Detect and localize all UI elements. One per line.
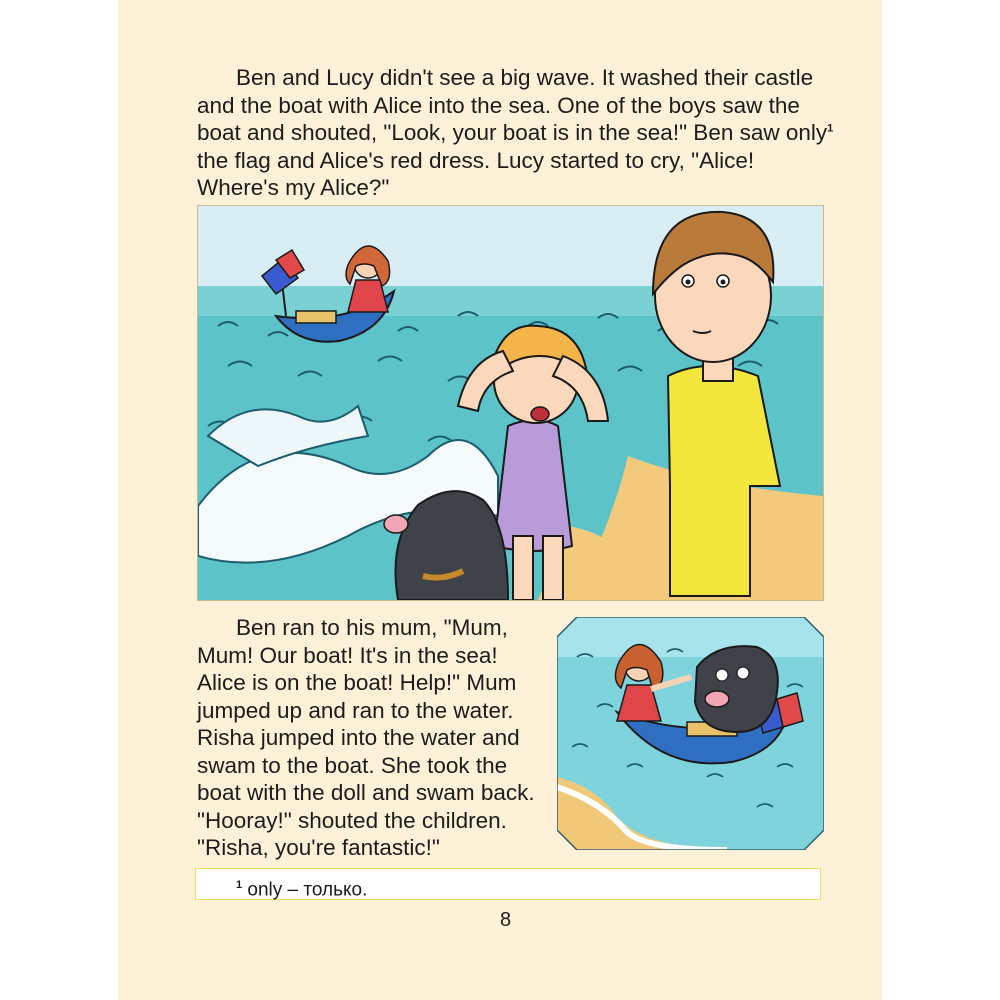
rescue-scene-drawing (557, 617, 824, 850)
footnote-marker: 1 (236, 879, 243, 891)
rescue-illustration (557, 617, 824, 850)
beach-scene-drawing (198, 206, 823, 600)
footnote-reference: 1 (827, 122, 834, 135)
story-paragraph-2: Ben ran to his mum, "Mum, Mum! Our boat! It's in the sea! Alice is on the boat! Help!" Mum jumped up and ran to the water. Risha jumped into the water and swam to the boat. She took the boat with the doll and swam back. "Hooray!" shouted the children. "Risha, you're fantastic!" (197, 615, 535, 860)
paragraph-1-text-a: Ben and Lucy didn't see a big wave. It washed their castle and the boat with Alice into the sea. One of the boys saw the boat and shouted, "Look, your boat is in the sea!" Ben saw only (197, 65, 828, 145)
paragraph-1-text-b: the flag and Alice's red dress. Lucy started to cry, "Alice! Where's my Alice?" (197, 147, 755, 200)
footnote-definition: only – только. (242, 879, 368, 901)
page-number: 8 (500, 909, 512, 931)
beach-illustration (197, 205, 824, 601)
story-paragraph-1 (197, 64, 837, 202)
footnote-box (195, 868, 821, 900)
footnote-text (236, 873, 367, 902)
